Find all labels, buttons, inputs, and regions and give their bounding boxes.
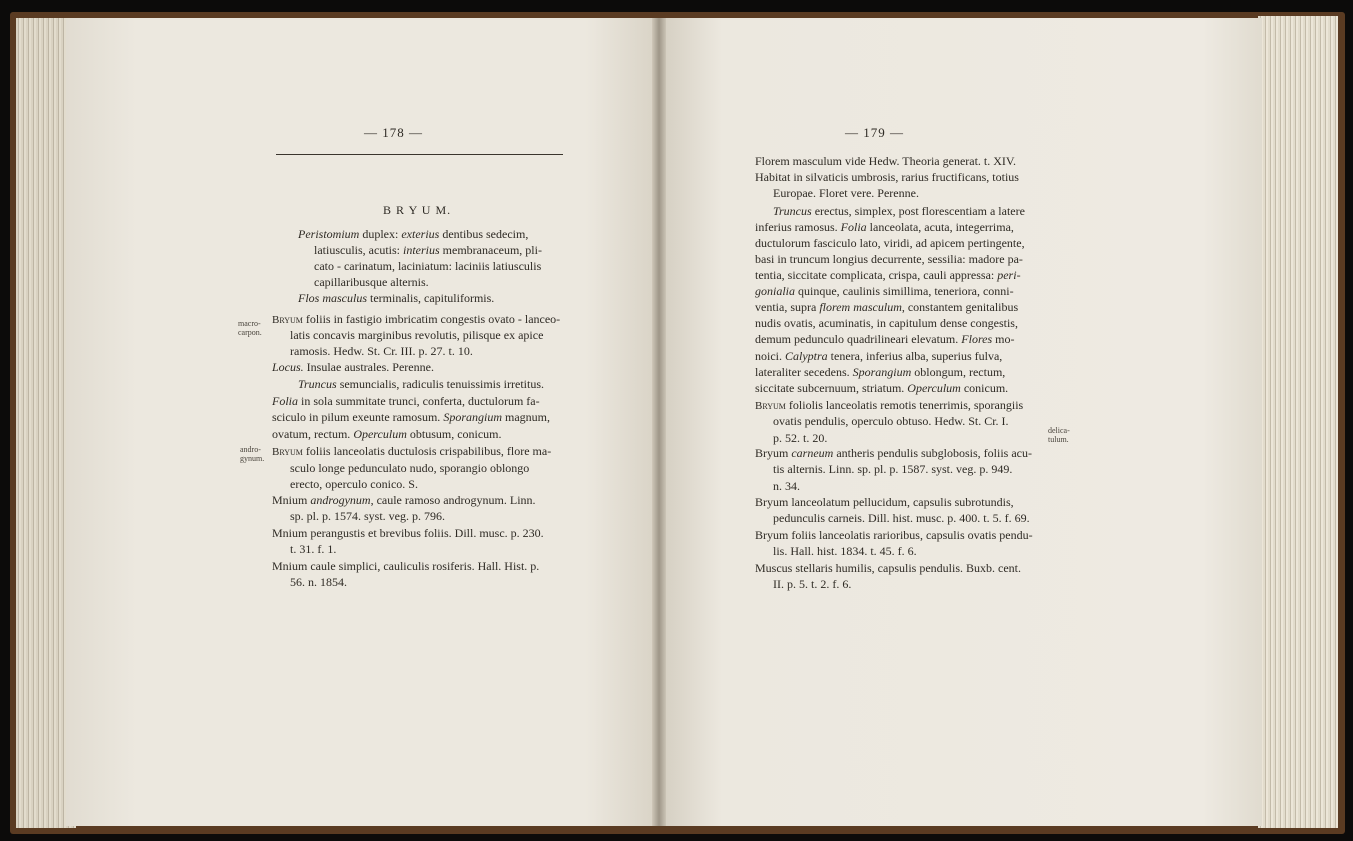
text-line xyxy=(290,542,336,557)
italic-text: Operculum xyxy=(353,427,407,441)
text-segment: , caule ramoso androgynum. Linn. xyxy=(370,493,536,507)
right-page-number: — 179 — xyxy=(845,125,904,140)
italic-text: Peristomium xyxy=(298,227,360,241)
text-segment: basi in truncum longius decurrente, sessilia: madore pa- xyxy=(755,252,1023,266)
italic-text: Calyptra xyxy=(785,349,828,363)
section-heading: B R Y U M. xyxy=(383,203,452,217)
text-line xyxy=(773,462,1012,477)
text-segment: terminalis, capituliformis. xyxy=(367,291,495,305)
text-line xyxy=(755,381,1008,396)
text-line xyxy=(290,344,473,359)
text-line xyxy=(755,316,1018,331)
italic-text: Sporangium xyxy=(852,365,912,379)
text-line xyxy=(272,444,551,460)
text-line xyxy=(298,227,528,242)
text-line xyxy=(773,186,919,201)
text-segment: ovatum, rectum. xyxy=(272,427,354,441)
text-line xyxy=(290,477,418,492)
text-segment: foliolis lanceolatis remotis tenerrimis, sporangiis xyxy=(785,398,1024,412)
text-line xyxy=(298,377,544,392)
text-segment: inferius ramosus. xyxy=(755,220,841,234)
text-line xyxy=(272,394,540,409)
text-segment: antheris pendulis subglobosis, foliis acu- xyxy=(833,446,1032,460)
text-segment: cato - carinatum, laciniatum: laciniis latiusculis xyxy=(314,259,542,273)
text-segment: semuncialis, radiculis tenuissimis irretitus. xyxy=(336,377,544,391)
text-segment: sciculo in pilum exeunte ramosum. xyxy=(272,410,444,424)
margin-note-line: carpon. xyxy=(238,328,262,337)
margin-note-androgynum xyxy=(240,445,264,463)
text-segment: pedunculis carneis. Dill. hist. musc. p. 400. t. 5. f. 69. xyxy=(773,511,1030,525)
text-line xyxy=(272,427,502,442)
text-segment: Muscus stellaris humilis, capsulis pendulis. Buxb. cent. xyxy=(755,561,1021,575)
text-line xyxy=(290,328,543,343)
text-line xyxy=(290,575,347,590)
text-segment: p. 52. t. 20. xyxy=(773,431,828,445)
italic-text: Truncus xyxy=(298,377,337,391)
text-segment: Habitat in silvaticis umbrosis, rarius fructificans, totius xyxy=(755,170,1019,184)
text-line xyxy=(755,332,1015,347)
text-segment: latis concavis marginibus revolutis, pilisque ex apice xyxy=(290,328,544,342)
text-line xyxy=(755,252,1023,267)
italic-text: interius xyxy=(403,243,440,257)
text-segment: latiusculis, acutis: xyxy=(314,243,403,257)
italic-text: Folia xyxy=(840,220,867,234)
text-segment: capillaribusque alternis. xyxy=(314,275,429,289)
text-segment: dentibus sedecim, xyxy=(439,227,529,241)
text-segment: Bryum lanceolatum pellucidum, capsulis subrotundis, xyxy=(755,495,1014,509)
text-line xyxy=(755,170,1019,185)
italic-text: Operculum xyxy=(907,381,961,395)
header-rule xyxy=(276,154,563,155)
book-gutter xyxy=(652,18,666,826)
text-segment: Bryum foliis lanceolatis rarioribus, capsulis ovatis pendu- xyxy=(755,528,1033,542)
text-line xyxy=(755,284,1014,299)
text-line xyxy=(755,154,1016,169)
text-line xyxy=(773,511,1030,526)
text-line xyxy=(272,559,539,574)
text-segment: demum pedunculo quadrilineari elevatum. xyxy=(755,332,962,346)
text-segment: ductulorum fasciculo lato, viridi, ad apicem pertingente, xyxy=(755,236,1025,250)
italic-text: Flores xyxy=(961,332,993,346)
margin-note-line: delica- xyxy=(1048,426,1070,435)
text-line xyxy=(290,509,445,524)
text-segment: foliis lanceolatis ductulosis crispabilibus, flore ma- xyxy=(302,444,552,458)
italic-text: gonialia xyxy=(755,284,796,298)
page-edges-right xyxy=(1258,16,1338,828)
text-line xyxy=(773,479,800,494)
text-line xyxy=(272,410,550,425)
text-segment: II. p. 5. t. 2. f. 6. xyxy=(773,577,852,591)
text-line xyxy=(755,220,1014,235)
text-line xyxy=(773,204,1025,219)
text-line xyxy=(314,275,429,290)
text-segment: Mnium perangustis et brevibus foliis. Dill. musc. p. 230. xyxy=(272,526,544,540)
text-segment: tentia, siccitate complicata, crispa, cauli appressa: xyxy=(755,268,998,282)
text-segment: lateraliter secedens. xyxy=(755,365,853,379)
text-line xyxy=(755,300,1018,315)
text-segment: ovatis pendulis, operculo obtuso. Hedw. St. Cr. I. xyxy=(773,414,1009,428)
small-caps-text: Bryum xyxy=(272,314,303,326)
text-line xyxy=(755,528,1033,543)
text-segment: ventia, supra xyxy=(755,300,820,314)
text-segment: Bryum xyxy=(755,446,792,460)
text-segment: foliis in fastigio imbricatim congestis ovato - lanceo- xyxy=(302,312,561,326)
text-line xyxy=(290,461,529,476)
small-caps-text: Bryum xyxy=(755,400,786,412)
text-line xyxy=(755,398,1023,414)
text-line xyxy=(314,243,542,258)
text-segment: obtusum, conicum. xyxy=(406,427,502,441)
text-line xyxy=(773,431,827,446)
margin-note-line: tulum. xyxy=(1048,435,1069,444)
text-segment: n. 34. xyxy=(773,479,800,493)
text-segment: tis alternis. Linn. sp. pl. p. 1587. syst. veg. p. 949. xyxy=(773,462,1013,476)
margin-note-line: gynum. xyxy=(240,454,265,463)
text-line xyxy=(755,446,1032,461)
text-segment: Florem masculum vide Hedw. Theoria generat. t. XIV. xyxy=(755,154,1017,168)
small-caps-text: Bryum xyxy=(272,446,303,458)
text-line xyxy=(755,349,1002,364)
text-segment: ramosis. Hedw. St. Cr. III. p. 27. t. 10. xyxy=(290,344,473,358)
text-line xyxy=(773,577,851,592)
text-segment: noici. xyxy=(755,349,785,363)
text-segment: Europae. Floret vere. Perenne. xyxy=(773,186,919,200)
text-line xyxy=(755,365,1005,380)
margin-note-delicatulum xyxy=(1048,426,1070,444)
text-segment: siccitate subcernuum, striatum. xyxy=(755,381,908,395)
text-line xyxy=(755,236,1025,251)
text-line xyxy=(272,360,434,375)
text-line xyxy=(773,414,1009,429)
text-segment: magnum, xyxy=(501,410,550,424)
italic-text: Folia xyxy=(272,394,298,408)
text-segment: mo- xyxy=(992,332,1015,346)
text-segment: duplex: xyxy=(359,227,402,241)
text-segment: erecto, operculo conico. S. xyxy=(290,477,418,491)
text-line xyxy=(272,493,536,508)
text-segment: 56. n. 1854. xyxy=(290,575,347,589)
text-segment: Insulae australes. Perenne. xyxy=(303,360,434,374)
text-segment: lis. Hall. hist. 1834. t. 45. f. 6. xyxy=(773,544,917,558)
text-segment: sculo longe pedunculato nudo, sporangio oblongo xyxy=(290,461,530,475)
text-segment: quinque, caulinis simillima, teneriora, conni- xyxy=(795,284,1014,298)
margin-note-macrocarpon xyxy=(238,319,262,337)
text-line xyxy=(272,526,544,541)
italic-text: Sporangium xyxy=(443,410,502,424)
text-line xyxy=(314,259,541,274)
text-line xyxy=(272,312,560,328)
italic-text: carneum xyxy=(791,446,834,460)
italic-text: Truncus xyxy=(773,204,812,218)
text-line xyxy=(755,561,1021,576)
text-segment: nudis ovatis, acuminatis, in capitulum dense congestis, xyxy=(755,316,1018,330)
text-segment: conicum. xyxy=(960,381,1009,395)
text-segment: membranaceum, pli- xyxy=(439,243,542,257)
italic-text: Locus. xyxy=(272,360,304,374)
italic-text: florem masculum xyxy=(819,300,902,314)
text-segment: erectus, simplex, post florescentiam a latere xyxy=(811,204,1025,218)
text-line xyxy=(773,544,917,559)
text-segment: lanceolata, acuta, integerrima, xyxy=(866,220,1014,234)
text-line xyxy=(755,268,1021,283)
text-line xyxy=(755,495,1014,510)
text-segment: oblongum, rectum, xyxy=(911,365,1006,379)
text-segment: , constantem genitalibus xyxy=(901,300,1019,314)
text-segment: t. 31. f. 1. xyxy=(290,542,337,556)
text-line xyxy=(298,291,494,306)
text-segment: tenera, inferius alba, superius fulva, xyxy=(827,349,1003,363)
italic-text: Flos masculus xyxy=(298,291,367,305)
text-segment: in sola summitate trunci, conferta, ductulorum fa- xyxy=(298,394,540,408)
text-segment: Mnium caule simplici, cauliculis rosiferis. Hall. Hist. p. xyxy=(272,559,540,573)
margin-note-line: andro- xyxy=(240,445,261,454)
italic-text: exterius xyxy=(401,227,440,241)
text-segment: sp. pl. p. 1574. syst. veg. p. 796. xyxy=(290,509,446,523)
margin-note-line: macro- xyxy=(238,319,261,328)
italic-text: peri- xyxy=(997,268,1021,282)
left-page-number: — 178 — xyxy=(364,125,423,140)
italic-text: androgynum xyxy=(310,493,371,507)
text-segment: Mnium xyxy=(272,493,311,507)
